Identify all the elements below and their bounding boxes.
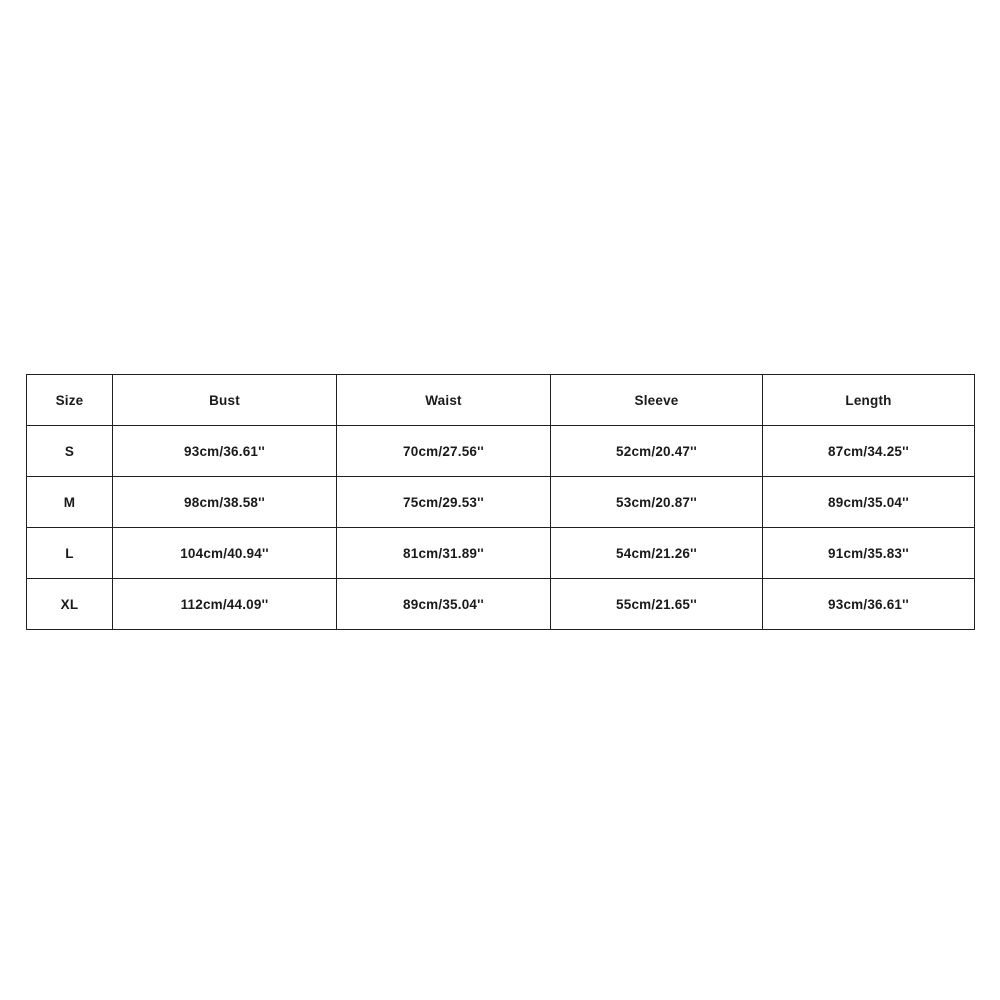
column-header-bust: Bust [113,375,337,426]
table-header [27,375,975,426]
column-header-length: Length [763,375,975,426]
table-row [27,426,975,477]
cell-bust: 93cm/36.61'' [113,426,337,477]
size-chart-table [26,374,975,630]
cell-waist: 81cm/31.89'' [337,528,551,579]
table-row [27,528,975,579]
cell-bust: 104cm/40.94'' [113,528,337,579]
cell-waist: 75cm/29.53'' [337,477,551,528]
cell-waist: 89cm/35.04'' [337,579,551,630]
cell-length: 91cm/35.83'' [763,528,975,579]
cell-length: 93cm/36.61'' [763,579,975,630]
cell-size: XL [27,579,113,630]
cell-bust: 112cm/44.09'' [113,579,337,630]
column-header-sleeve: Sleeve [551,375,763,426]
cell-sleeve: 55cm/21.65'' [551,579,763,630]
column-header-size: Size [27,375,113,426]
cell-length: 87cm/34.25'' [763,426,975,477]
cell-length: 89cm/35.04'' [763,477,975,528]
cell-size: M [27,477,113,528]
table-header-row [27,375,975,426]
table-body [27,426,975,630]
cell-waist: 70cm/27.56'' [337,426,551,477]
table-row [27,477,975,528]
cell-bust: 98cm/38.58'' [113,477,337,528]
cell-sleeve: 53cm/20.87'' [551,477,763,528]
cell-size: L [27,528,113,579]
cell-sleeve: 52cm/20.47'' [551,426,763,477]
size-chart-container [26,374,974,630]
column-header-waist: Waist [337,375,551,426]
cell-size: S [27,426,113,477]
table-row [27,579,975,630]
cell-sleeve: 54cm/21.26'' [551,528,763,579]
